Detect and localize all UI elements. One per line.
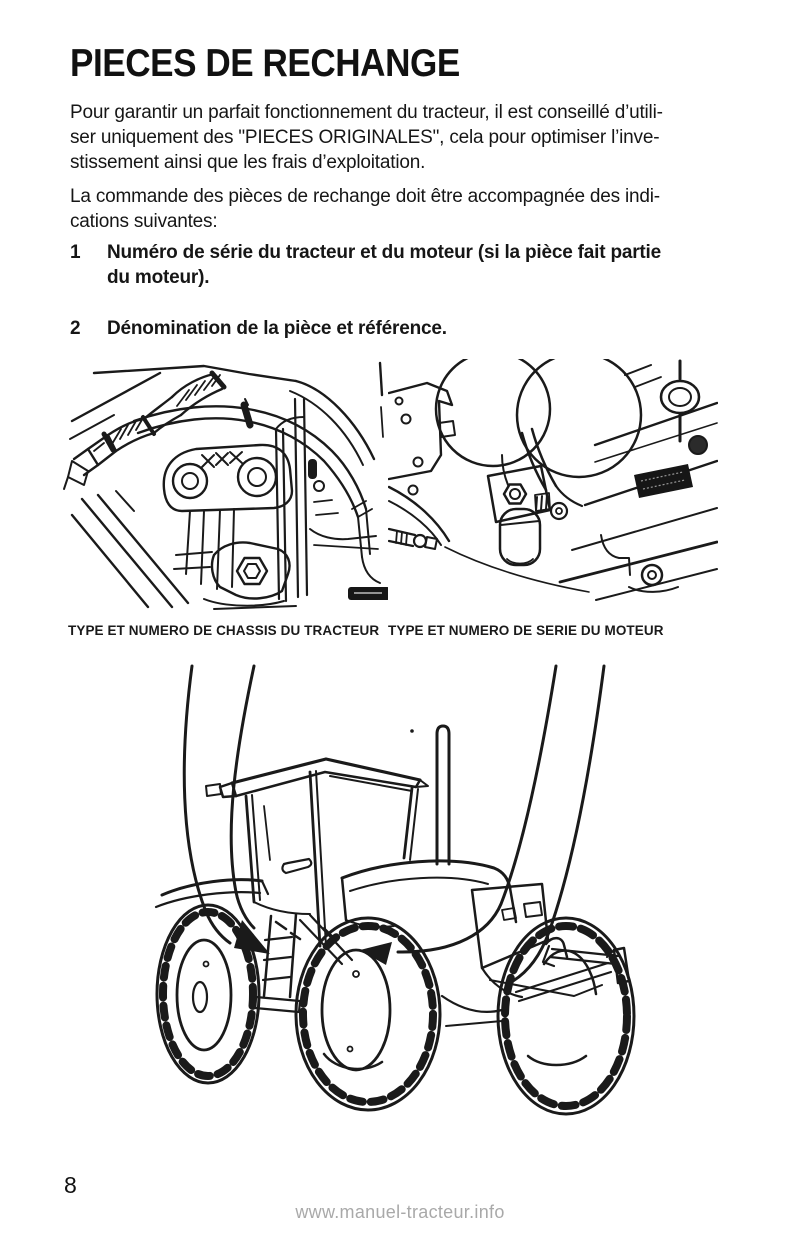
paragraph-line: Pour garantir un parfait fonctionnement du tracteur, il est conseillé d’utili- (70, 102, 663, 123)
indications-list (70, 240, 740, 341)
pipe-drawing (134, 399, 380, 583)
stamped-number-hatch (202, 452, 242, 467)
detail-figures-row (62, 359, 740, 638)
wheels-drawing (157, 905, 634, 1114)
watermark-text: www.manuel-tracteur.info (295, 1202, 505, 1222)
list-item-line: Dénomination de la pièce et référence. (107, 318, 447, 339)
tractor-location-drawing (150, 664, 670, 1122)
intro-paragraph-2 (70, 184, 740, 234)
lifting-ring-drawing (661, 361, 707, 454)
engine-serial-plate (634, 464, 693, 498)
list-item-line: du moteur). (107, 267, 210, 288)
paragraph-line: stissement ainsi que les frais d’exploitation. (70, 152, 426, 173)
chassis-plate-drawing (164, 445, 292, 589)
list-item-number: 2 (70, 318, 81, 339)
list-item-text (107, 240, 661, 290)
manual-page (0, 44, 800, 1122)
chassis-number-figure (62, 359, 388, 638)
drain-plug-drawing (629, 565, 678, 592)
list-item-2 (70, 316, 740, 341)
engine-serial-drawing (388, 359, 718, 611)
sender-unit-drawing (488, 429, 582, 565)
engine-figure-caption: TYPE ET NUMERO DE SERIE DU MOTEUR (388, 623, 664, 638)
paragraph-line: La commande des pièces de rechange doit être accompagnée des indi- (70, 186, 660, 207)
page-title: PIECES DE RECHANGE (70, 42, 460, 85)
intro-paragraph-1 (70, 100, 740, 175)
exhaust-stack-drawing (437, 726, 449, 864)
figure-reference-tag (348, 587, 388, 600)
engine-serial-figure (388, 359, 718, 638)
list-item-line: Numéro de série du tracteur et du moteur (si la pièce fait partie (107, 242, 661, 263)
mirror-drawing (206, 784, 221, 796)
list-item-number: 1 (70, 242, 81, 263)
list-item-1 (70, 240, 740, 290)
paragraph-line: cations suivantes: (70, 211, 218, 232)
list-item-text (107, 316, 447, 341)
page-number: 8 (64, 1172, 77, 1198)
tractor-figure (150, 664, 670, 1122)
chassis-figure-caption: TYPE ET NUMERO DE CHASSIS DU TRACTEUR (68, 623, 380, 638)
paragraph-line: ser uniquement des "PIECES ORIGINALES", cela pour optimiser l’inve- (70, 127, 660, 148)
chassis-number-drawing (62, 359, 388, 611)
